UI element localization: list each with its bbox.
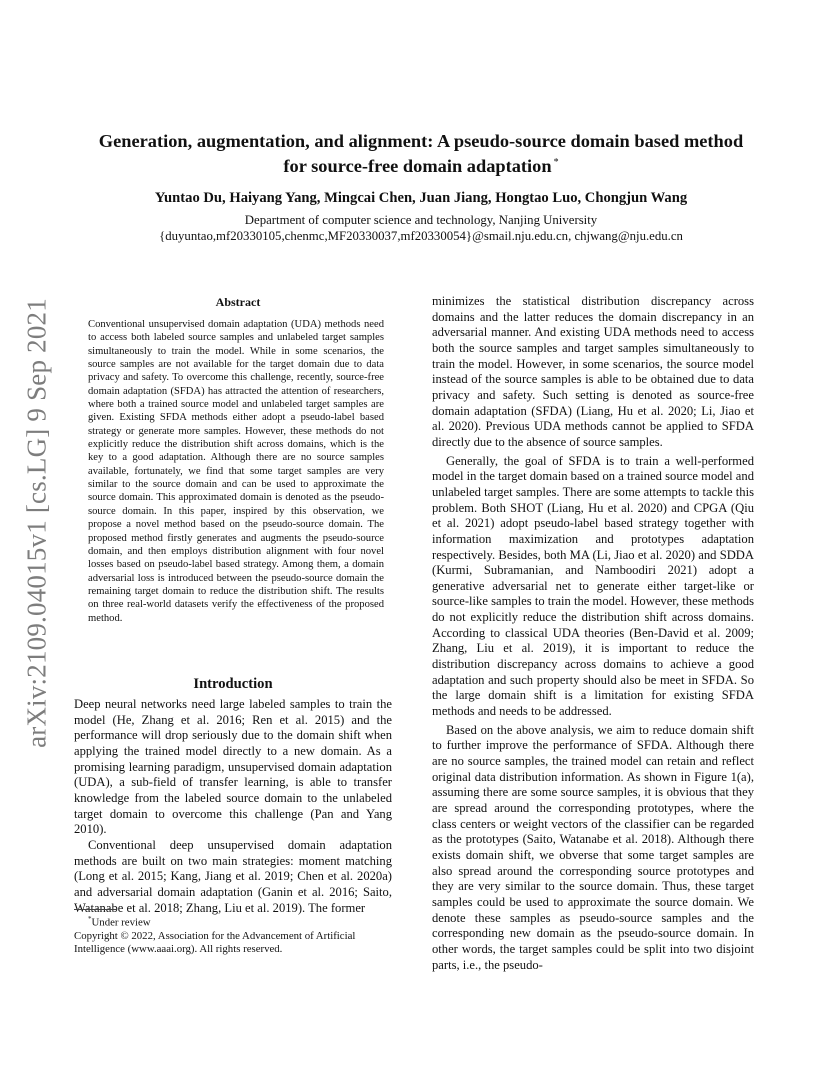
- intro-paragraph-3: Generally, the goal of SFDA is to train a well-performed model in the target domain based on a trained source model and unlabeled target samples. There are some attempts to tackle this problem. Both SHOT (Liang, Hu et al. 2020) and CPGA (Qiu et al. 2021) adopt pseudo-label based strategy together with information maximization and prototypes adaptation respectively. Besides, both MA (Li, Jiao et al. 2020) and SDDA (Kurmi, Subramanian, and Namboodiri 2021) adopt a generative adversarial net to generate either target-like or source-like samples to train the model. However, these methods do not explicitly reduce the distribution shift across domains. According to classical UDA theories (Ben-David et al. 2009; Zhang, Liu et al. 2019), it is important to reduce the distribution discrepancy across domains to achieve a good adaptation and such property should also be meet in SFDA. So the large domain shift is a limitation for existing SFDA methods and needs to be addressed.: [432, 453, 754, 719]
- footnote-under-review: [74, 913, 392, 930]
- arxiv-identifier-stamp: [12, 295, 62, 750]
- department: Department of computer science and technology, Nanjing University: [244, 213, 598, 227]
- intro-paragraph-1: Deep neural networks need large labeled samples to train the model (He, Zhang et al. 2016; Ren et al. 2015) and the performance will drop seriously due to the domain shift when applying the trained model directly to a new domain. As a promising learning paradigm, unsupervised domain adaptation (UDA), a sub-field of transfer learning, is able to transfer knowledge from the labeled source domain to the unlabeled target domain to overcome this challenge (Pan and Yang 2010).: [74, 697, 392, 837]
- arxiv-identifier: arXiv:2109.04015v1 [cs.LG] 9 Sep 2021: [21, 297, 52, 748]
- copyright-notice: Copyright © 2022, Association for the Advancement of Artificial Intelligence (www.aaai.org). All rights reserved.: [74, 929, 356, 955]
- author-emails: {duyuntao,mf20330105,chenmc,MF20330037,mf20330054}@smail.nju.edu.cn, chjwang@nju.edu.cn: [159, 229, 683, 243]
- title-line-2: for source-free domain adaptation: [283, 156, 552, 177]
- footnote-text: Under review: [91, 916, 151, 929]
- abstract-text: Conventional unsupervised domain adaptation (UDA) methods need to access both labeled source samples and unlabeled target samples simultaneously to train the model. While in some scenarios, the source samples are not available for the target domain due to data privacy and safety. To overcome this challenge, recently, source-free domain adaptation (SFDA) has attracted the attention of researchers, where both a trained source model and unlabeled target samples are given. Existing SFDA methods either adopt a pseudo-label based strategy or generate more samples. However, these methods do not explicitly reduce the distribution shift across domains, which is the key to a good adaptation. Although there are no source samples available, fortunately, we find that some target samples are very similar to the source domain and can be used to approximate the source domain. This approximated domain is denoted as the pseudo-source domain. In this paper, inspired by this observation, we propose a novel method based on the pseudo-source domain. The proposed method firstly generates and augments the pseudo-source domain, and then employs distribution alignment with four novel losses based on pseudo-label based strategy. Among them, a domain adversarial loss is introduced between the pseudo-source domain the remaining target domain to reduce the distribution shift. The results on three real-world datasets verify the effectiveness of the proposed method.: [88, 319, 384, 624]
- author-list: Yuntao Du, Haiyang Yang, Mingcai Chen, Juan Jiang, Hongtao Luo, Chongjun Wang: [154, 190, 688, 206]
- footnote-mark: *: [88, 915, 92, 923]
- title-footnote-mark: *: [553, 157, 559, 168]
- intro-paragraph-2-continued: minimizes the statistical distribution discrepancy across domains and the latter reduces the domain discrepancy in an adversarial manner. And existing UDA methods need to access both the source samples and target samples simultaneously to train the model. However, in some scenarios, the source model instead of the source samples is able to be obtained due to data privacy and safety. Such setting is denoted as source-free domain adaptation (SFDA) (Liang, Hu et al. 2020; Li, Jiao et al. 2020). Previous UDA methods cannot be applied to SFDA directly due to the absence of source samples.: [432, 294, 754, 449]
- affiliation: [60, 212, 782, 244]
- introduction-heading: Introduction: [193, 676, 273, 692]
- left-column: [74, 697, 392, 916]
- right-column: [432, 294, 754, 973]
- footnotes: [74, 913, 392, 956]
- footnote-divider: [74, 909, 116, 910]
- intro-paragraph-2: Conventional deep unsupervised domain adaptation methods are built on two main strategies: moment matching (Long et al. 2015; Kang, Jiang et al. 2019; Chen et al. 2020a) and adversarial domain adaptation (Ganin et al. 2016; Saito, Watanabe et al. 2018; Zhang, Liu et al. 2019). The former: [74, 837, 392, 915]
- paper-title: [60, 130, 782, 177]
- intro-paragraph-4: Based on the above analysis, we aim to reduce domain shift to further improve the performance of SFDA. Although there are no source samples, the trained model can retain and reflect original data distribution information. As shown in Figure 1(a), assuming there are some source samples, it is obvious that they are spread around the corresponding prototypes, where the class centers or weight vectors of the classifier can be regarded as the prototypes (Saito, Watanabe et al. 2018). Although there exists domain shift, we obverse that some target samples are also spread around the corresponding source prototypes and they are very similar to the source domain. Thus, these target samples could be used to approximate the source domain. We denote these samples as pseudo-source samples and the corresponding new domain as the pseudo-source domain. In other words, the target samples could be split into two disjoint parts, i.e., the pseudo-: [432, 722, 754, 972]
- title-line-1: Generation, augmentation, and alignment: A pseudo-source domain based method: [98, 131, 744, 151]
- abstract-heading: Abstract: [215, 295, 261, 309]
